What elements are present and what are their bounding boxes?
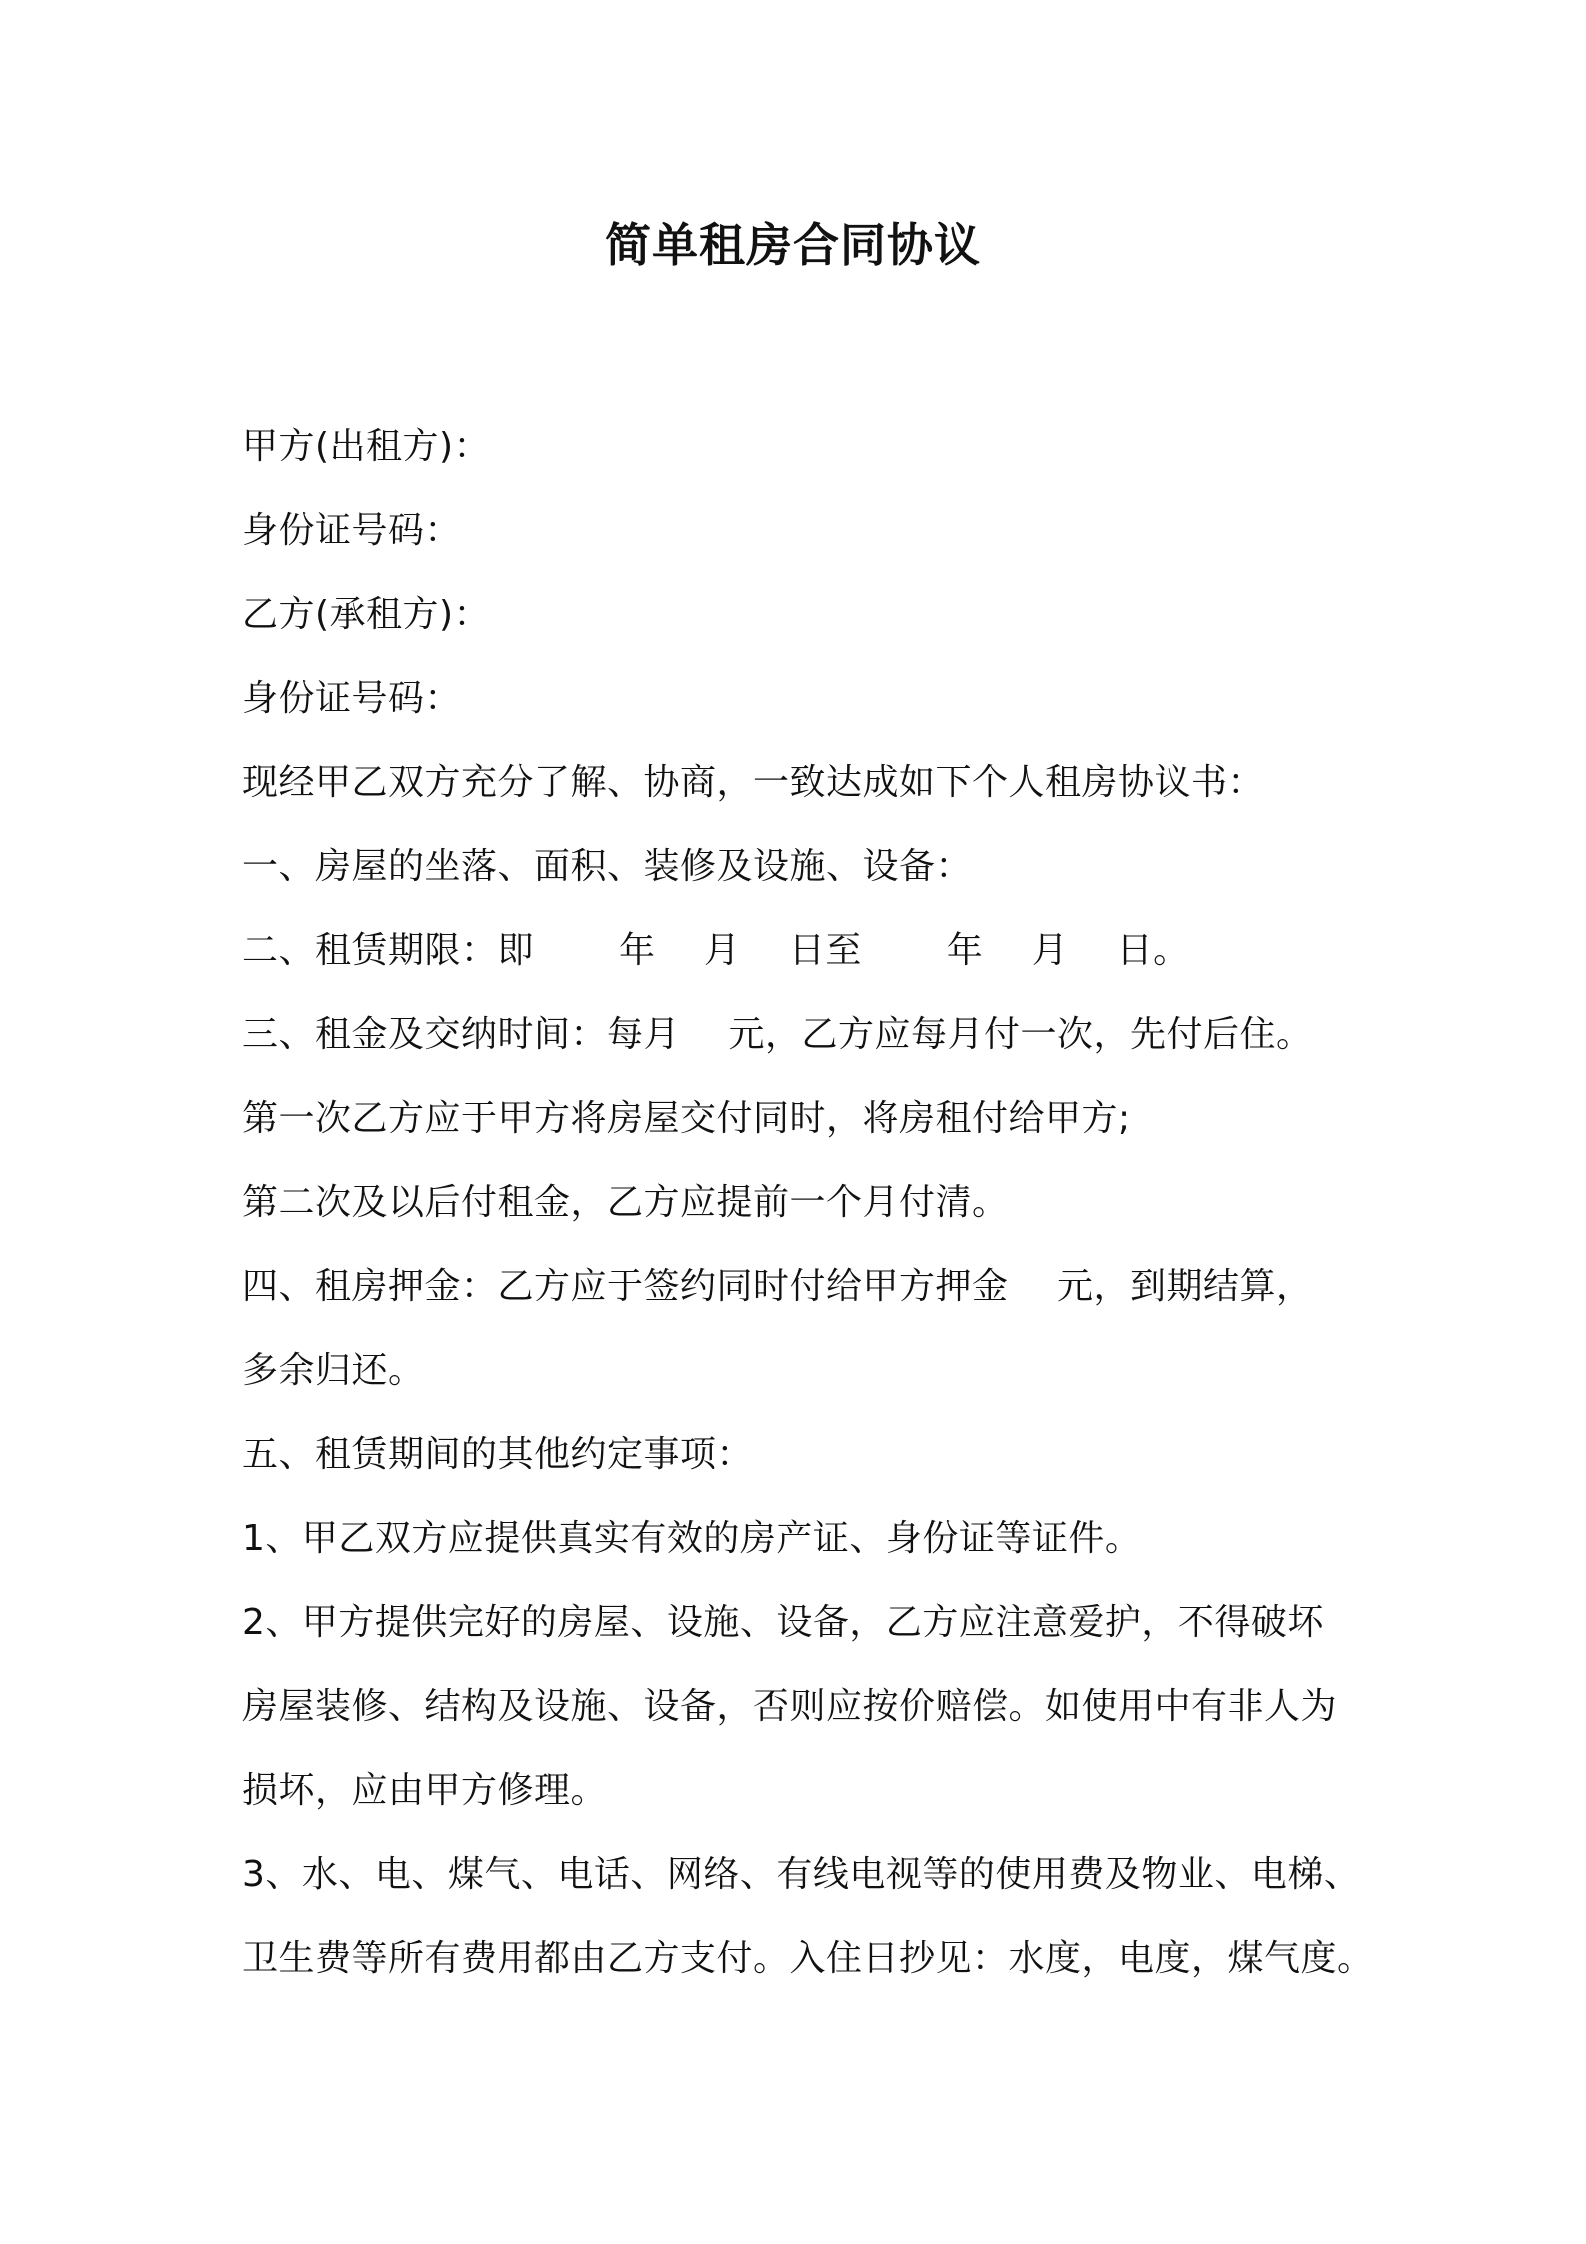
later-payment-line: 第二次及以后付租金，乙方应提前一个月付清。 [242,1182,1009,1223]
item-1-line: 1、甲乙双方应提供真实有效的房产证、身份证等证件。 [242,1518,1142,1559]
document-body [242,405,1392,2001]
party-a-line: 甲方(出租方)： [242,426,491,467]
clause-4-line: 四、租房押金：乙方应于签约同时付给甲方押金 元，到期结算， [242,1266,1313,1307]
clause-2-line: 二、租赁期限：即 年 月 日至 年 月 日。 [242,930,1190,971]
clause-5-line: 五、租赁期间的其他约定事项： [242,1434,754,1475]
item-3-continuation-line: 卫生费等所有费用都由乙方支付。入住日抄见：水度，电度，煤气度。 [242,1938,1374,1979]
party-b-line: 乙方(承租方)： [242,594,491,635]
clause-3-line: 三、租金及交纳时间：每月 元，乙方应每月付一次，先付后住。 [242,1014,1313,1055]
party-a-id-line: 身份证号码： [242,510,462,551]
item-2-continuation-line: 房屋装修、结构及设施、设备，否则应按价赔偿。如使用中有非人为 [242,1686,1338,1727]
clause-1-line: 一、房屋的坐落、面积、装修及设施、设备： [242,846,973,887]
document-title: 简单租房合同协议 [605,218,981,272]
item-2-final-line: 损坏，应由甲方修理。 [242,1770,608,1811]
first-payment-line: 第一次乙方应于甲方将房屋交付同时，将房租付给甲方; [242,1098,1131,1139]
agreement-intro-line: 现经甲乙双方充分了解、协商，一致达成如下个人租房协议书： [242,762,1265,803]
party-b-id-line: 身份证号码： [242,678,462,719]
item-3-line: 3、水、电、煤气、电话、网络、有线电视等的使用费及物业、电梯、 [242,1854,1361,1895]
item-2-line: 2、甲方提供完好的房屋、设施、设备，乙方应注意爱护，不得破坏 [242,1602,1324,1643]
clause-4-continuation-line: 多余归还。 [242,1350,425,1391]
